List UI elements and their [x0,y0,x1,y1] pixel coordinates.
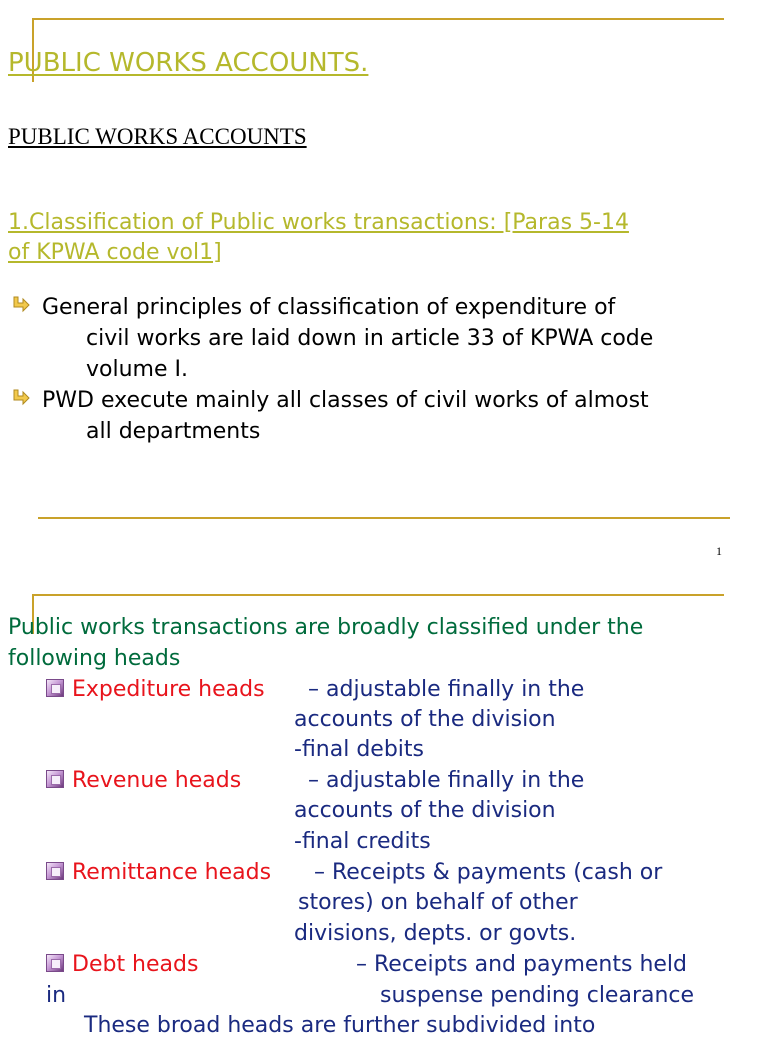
slide1-bottom-rule [38,517,730,519]
head-desc: – adjustable finally in the [308,768,585,793]
head-desc: accounts of the division [294,798,556,823]
bullet-line: volume I. [86,357,188,382]
list-item [8,385,760,447]
square-bullet-icon [46,954,64,972]
head-name: Expediture heads [72,677,265,702]
head-desc: – Receipts and payments held [356,952,688,977]
list-item [46,857,271,888]
square-bullet-icon [46,679,64,697]
square-bullet-icon [46,770,64,788]
list-item [46,674,265,705]
section-heading-line1: Classification of Public works transactions: [Paras 5-14 [29,210,629,235]
bullet-list [8,292,760,447]
intro-line2: following heads [8,646,181,671]
square-bullet-icon [46,862,64,880]
arrow-bullet-icon [10,388,32,410]
list-item [46,949,198,980]
bullet-line: PWD execute mainly all classes of civil works of almost [42,388,649,413]
slide1-top-rule [32,18,724,20]
head-name: Remittance heads [72,860,272,885]
page-number: 1 [716,544,722,558]
head-name: Debt heads [72,952,199,977]
bullet-line: General principles of classification of expenditure of [42,295,616,320]
intro-line1: Public works transactions are broadly classified under the [8,615,644,640]
bullet-line: civil works are laid down in article 33 of KPWA code [86,326,654,351]
slide2-top-rule [32,594,724,596]
list-item [8,292,760,385]
head-desc: stores) on behalf of other [298,890,578,915]
head-desc: in [46,983,67,1008]
head-desc: -final credits [294,829,431,854]
list-item [46,765,241,796]
slide-title: PUBLIC WORKS ACCOUNTS. [8,48,369,78]
head-desc: divisions, depts. or govts. [294,921,577,946]
intro-text [8,612,760,674]
head-name: Revenue heads [72,768,242,793]
slide-subtitle: PUBLIC WORKS ACCOUNTS [8,124,307,149]
section-heading-line2: of KPWA code vol1] [8,240,222,265]
section-number: 1. [8,210,29,235]
arrow-bullet-icon [10,295,32,317]
head-desc: – Receipts & payments (cash or [314,860,663,885]
head-desc: -final debits [294,737,424,762]
footer-partial-text: These broad heads are further subdivided into [84,1013,596,1038]
head-desc: suspense pending clearance [380,983,695,1008]
head-desc: – adjustable finally in the [308,677,585,702]
head-desc: accounts of the division [294,707,556,732]
bullet-line: all departments [86,419,261,444]
section-heading-link[interactable] [8,208,760,268]
